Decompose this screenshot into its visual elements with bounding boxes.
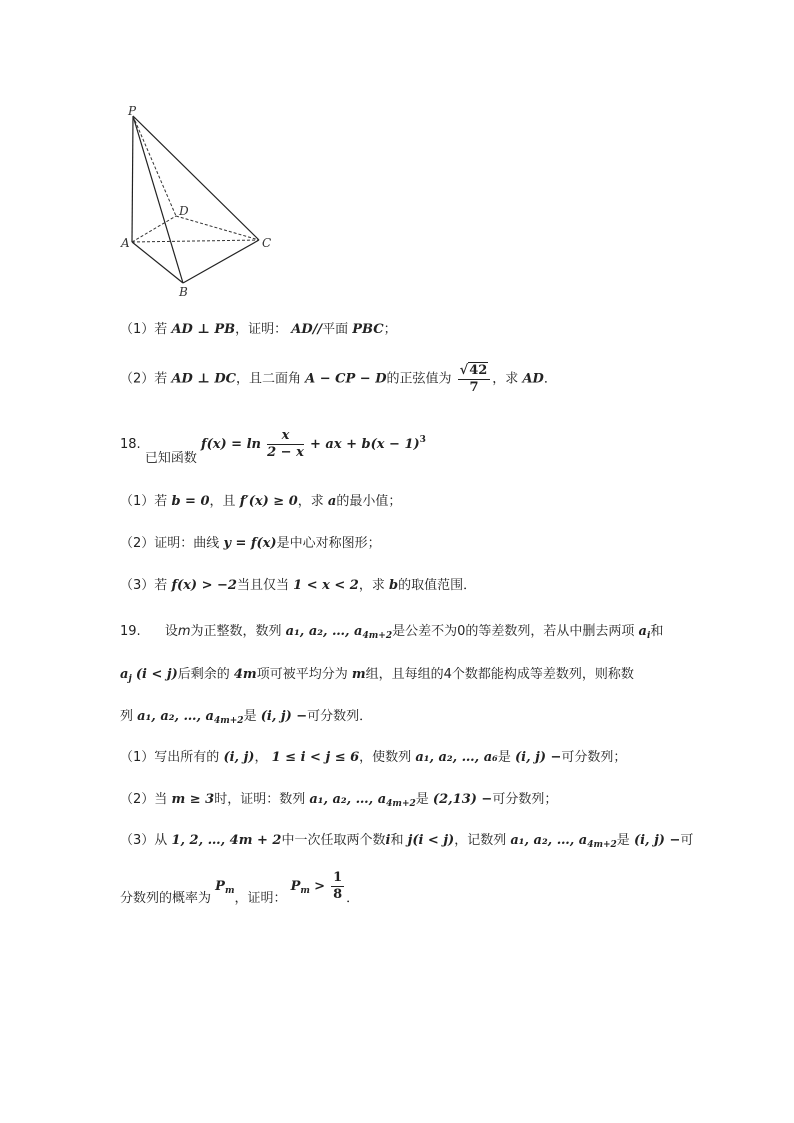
- q17-part2: [120, 362, 557, 396]
- subscript: 4m+2: [587, 840, 617, 850]
- math: AD//: [291, 322, 323, 337]
- text: 当: [154, 792, 168, 807]
- numerator: x: [267, 428, 304, 445]
- math: + ax + b(x − 1): [310, 437, 420, 452]
- math: 1, 2, …, 4m + 2: [171, 833, 282, 848]
- denominator: 8: [333, 887, 343, 902]
- fraction: [267, 428, 304, 461]
- math: y = f(x): [223, 536, 277, 551]
- text: 分数列的概率为: [120, 891, 212, 906]
- text: 为正整数，数列: [190, 624, 282, 639]
- part-number: （2）: [120, 536, 155, 551]
- q18-heading: [120, 428, 426, 466]
- text: 后剩余的: [177, 667, 230, 682]
- math: 1 < x < 2: [293, 578, 359, 593]
- text: 中一次任取两个数: [281, 833, 386, 848]
- question-number: 19.: [120, 624, 141, 639]
- part-number: （3）: [120, 833, 155, 848]
- math: AD ⊥ DC: [171, 371, 236, 387]
- text: 是公差不为0的等差数列，若从中删去两项: [392, 624, 635, 639]
- subscript: j: [128, 674, 132, 684]
- math: (i < j): [135, 667, 178, 682]
- label-A: A: [121, 236, 130, 250]
- text: ，且二面角: [235, 371, 301, 387]
- math: m: [177, 624, 191, 639]
- math: f(x) = ln: [200, 437, 261, 452]
- text: ，求: [297, 494, 324, 509]
- text: 可: [680, 833, 694, 848]
- text: 的最小值；: [336, 494, 402, 509]
- text: ，证明：: [234, 891, 287, 906]
- text: ，: [254, 750, 268, 765]
- math: (i, j) −: [515, 750, 562, 765]
- text: ，证明：: [235, 322, 288, 337]
- math: P: [290, 879, 301, 894]
- numerator: 42: [469, 363, 488, 378]
- subscript: m: [224, 886, 235, 896]
- math: A − CP − D: [305, 371, 387, 387]
- part-number: （1）: [120, 494, 155, 509]
- math: b: [389, 578, 399, 593]
- math: (i, j) −: [633, 833, 681, 848]
- text: 设: [164, 624, 178, 639]
- math: m ≥ 3: [171, 792, 215, 807]
- math: i: [385, 833, 391, 848]
- label-B: B: [179, 285, 188, 299]
- q19-part1: [120, 746, 626, 765]
- part-number: （2）: [120, 371, 155, 387]
- q19-part2: [120, 788, 557, 807]
- math: >: [314, 879, 325, 894]
- math: a: [638, 624, 647, 639]
- math: b = 0: [171, 494, 210, 509]
- math: f(x) > −2: [171, 578, 237, 593]
- part-number: （1）: [120, 750, 155, 765]
- edge-PD: [133, 116, 176, 216]
- text: ，求: [358, 578, 385, 593]
- subscript: 4m+2: [362, 631, 393, 641]
- subscript: 4m+2: [386, 799, 416, 809]
- q19-part3: [120, 829, 693, 848]
- q19-line3: [120, 705, 372, 724]
- edge-PA: [132, 116, 133, 242]
- denominator: 7: [469, 380, 479, 395]
- part-number: （3）: [120, 578, 155, 593]
- pyramid-figure: [110, 100, 290, 300]
- edge-AC: [132, 240, 259, 242]
- label-C: C: [262, 236, 272, 250]
- text: 若: [154, 494, 168, 509]
- denominator: 2 − x: [267, 445, 304, 460]
- text: 组，且每组的4个数都能构成等差数列，则称数: [365, 667, 634, 682]
- text: 可分数列；: [492, 792, 558, 807]
- math: a: [327, 494, 337, 509]
- math: AD ⊥ PB: [171, 322, 236, 337]
- text: 是中心对称图形；: [276, 536, 381, 551]
- exponent: 3: [419, 435, 426, 445]
- text: 时，证明：数列: [214, 792, 306, 807]
- math: (i, j): [223, 750, 255, 765]
- text: 是: [243, 709, 257, 724]
- q17-part1: [120, 318, 397, 337]
- part-number: （2）: [120, 792, 155, 807]
- text: 平面: [322, 322, 349, 337]
- fraction: [331, 870, 344, 903]
- q19-part3-cont: [120, 870, 360, 906]
- edge-BC: [183, 240, 259, 283]
- text: 若: [154, 371, 168, 387]
- text: ，记数列: [454, 833, 507, 848]
- part-number: （1）: [120, 322, 155, 337]
- sequence: a₁, a₂, …, a: [285, 624, 363, 639]
- subscript: m: [300, 886, 310, 896]
- math: 1 ≤ i < j ≤ 6: [271, 750, 360, 765]
- question-number: 18.: [120, 437, 141, 452]
- subscript: i: [646, 631, 651, 641]
- math: AD: [522, 371, 544, 387]
- text: 是: [616, 833, 630, 848]
- numerator: 1: [333, 870, 343, 885]
- text: 项可被平均分为: [256, 667, 348, 682]
- text: ，求: [492, 371, 519, 387]
- q19-line2: [120, 663, 634, 682]
- sequence: a₁, a₂, …, a: [309, 792, 387, 807]
- math: j(i < j): [407, 833, 455, 848]
- math: (i, j) −: [260, 709, 308, 724]
- math: 4m: [233, 667, 257, 682]
- text: 若: [154, 322, 168, 337]
- text: 若: [154, 578, 168, 593]
- text: 写出所有的: [154, 750, 220, 765]
- text: ；: [383, 322, 397, 337]
- text: 列: [120, 709, 134, 724]
- q18-part3: [120, 574, 476, 593]
- text: 证明：曲线: [154, 536, 220, 551]
- text: 已知函数: [144, 451, 197, 466]
- text: 从: [154, 833, 168, 848]
- text: ．: [543, 371, 557, 387]
- q18-part2: [120, 532, 381, 551]
- text: 和: [650, 624, 664, 639]
- sequence: a₁, a₂, …, a: [510, 833, 588, 848]
- sequence: a₁, a₂, …, a: [137, 709, 214, 724]
- text: ．: [346, 891, 360, 906]
- q19-line1: [120, 620, 663, 639]
- sequence: a₁, a₂, …, a₆: [415, 750, 498, 765]
- math: f′(x) ≥ 0: [239, 494, 298, 509]
- math: m: [351, 667, 366, 682]
- text: ，且: [209, 494, 236, 509]
- math: (2,13) −: [432, 792, 493, 807]
- math: P: [215, 879, 225, 894]
- text: ，使数列: [359, 750, 412, 765]
- subscript: 4m+2: [213, 716, 244, 726]
- label-D: D: [179, 204, 189, 218]
- text: 是: [415, 792, 429, 807]
- math: a: [120, 667, 129, 682]
- label-P: P: [128, 104, 137, 118]
- text: 的正弦值为: [386, 371, 452, 387]
- math: PBC: [352, 322, 384, 337]
- fraction: $\frac{√42}{7}$: [458, 362, 491, 396]
- text: 和: [390, 833, 404, 848]
- text: 当且仅当: [236, 578, 289, 593]
- q18-part1: [120, 490, 401, 509]
- text: 的取值范围．: [398, 578, 477, 593]
- text: 是: [497, 750, 511, 765]
- text: 可分数列；: [561, 750, 627, 765]
- text: 可分数列．: [307, 709, 373, 724]
- edge-AB: [132, 242, 183, 283]
